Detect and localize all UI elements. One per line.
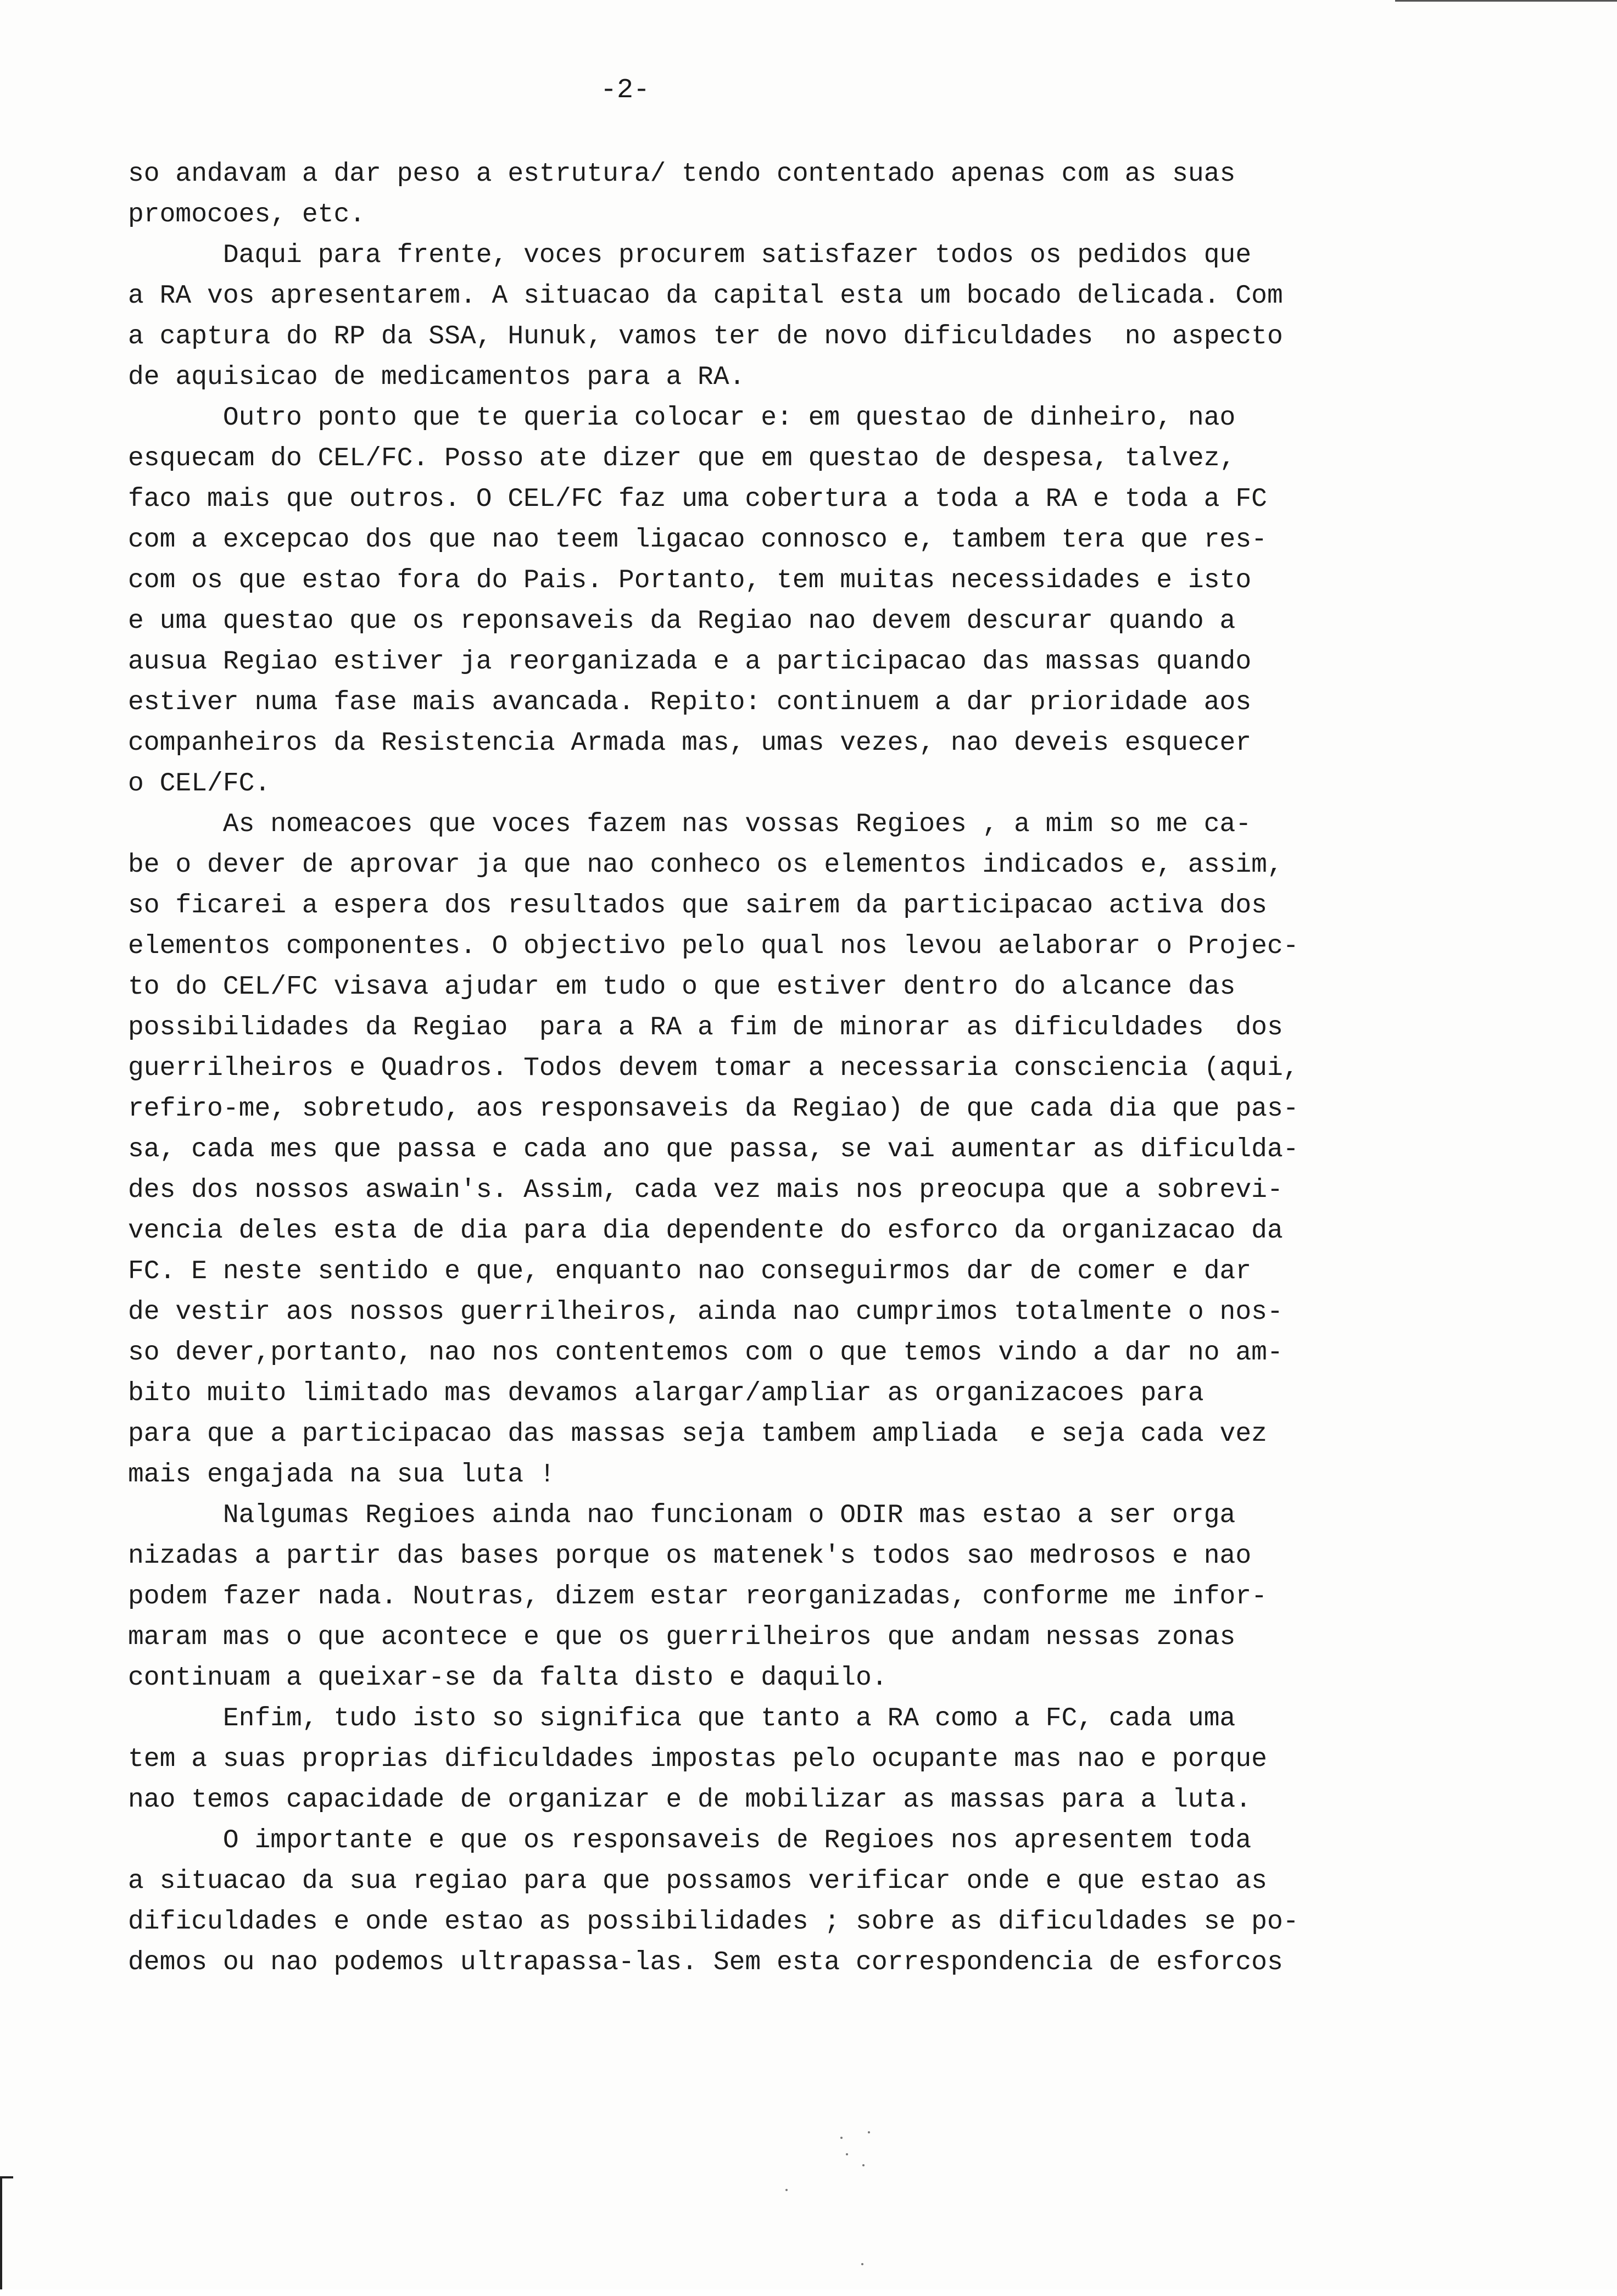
text-line: be o dever de aprovar ja que nao conheco os elementos indicados e, assim, — [128, 850, 1283, 880]
text-line: com os que estao fora do Pais. Portanto, tem muitas necessidades e isto — [128, 566, 1252, 595]
text-line: dificuldades e onde estao as possibilidades ; sobre as dificuldades se po- — [128, 1907, 1299, 1937]
text-line: Enfim, tudo isto so significa que tanto a RA como a FC, cada uma — [128, 1704, 1236, 1734]
text-line: continuam a queixar-se da falta disto e daquilo. — [128, 1663, 888, 1693]
text-line: so ficarei a espera dos resultados que sairem da participacao activa dos — [128, 891, 1267, 921]
text-line: para que a participacao das massas seja tambem ampliada e seja cada vez — [128, 1419, 1267, 1449]
text-line: promocoes, etc. — [128, 200, 366, 230]
text-line: faco mais que outros. O CEL/FC faz uma cobertura a toda a RA e toda a FC — [128, 484, 1267, 514]
top-edge-rule — [1395, 0, 1617, 2]
text-line: so andavam a dar peso a estrutura/ tendo contentado apenas com as suas — [128, 159, 1236, 189]
text-line: de aquisicao de medicamentos para a RA. — [128, 363, 745, 392]
text-line: podem fazer nada. Noutras, dizem estar reorganizadas, conforme me infor- — [128, 1582, 1267, 1612]
text-line: FC. E neste sentido e que, enquanto nao conseguirmos dar de comer e dar — [128, 1257, 1252, 1286]
text-line: Daqui para frente, voces procurem satisfazer todos os pedidos que — [128, 241, 1252, 270]
text-line: o CEL/FC. — [128, 769, 271, 799]
text-line: refiro-me, sobretudo, aos responsaveis da Regiao) de que cada dia que pas- — [128, 1094, 1299, 1124]
text-line: esquecam do CEL/FC. Posso ate dizer que em questao de despesa, talvez, — [128, 444, 1236, 473]
scan-corner-mark — [0, 2176, 13, 2289]
text-line: so dever,portanto, nao nos contentemos com o que temos vindo a dar no am- — [128, 1338, 1283, 1368]
text-line: ausua Regiao estiver ja reorganizada e a participacao das massas quando — [128, 647, 1252, 677]
text-line: bito muito limitado mas devamos alargar/ampliar as organizacoes para — [128, 1379, 1204, 1408]
text-line: des dos nossos aswain's. Assim, cada vez mais nos preocupa que a sobrevi- — [128, 1175, 1283, 1205]
text-line: a captura do RP da SSA, Hunuk, vamos ter de novo dificuldades no aspecto — [128, 322, 1283, 352]
text-line: guerrilheiros e Quadros. Todos devem tomar a necessaria consciencia (aqui, — [128, 1054, 1299, 1083]
page-number: -2- — [600, 75, 650, 106]
text-line: O importante e que os responsaveis de Regioes nos apresentem toda — [128, 1826, 1252, 1855]
scan-specks — [835, 2131, 879, 2296]
text-line: nao temos capacidade de organizar e de mobilizar as massas para a luta. — [128, 1785, 1252, 1815]
typewritten-body — [128, 154, 1336, 1983]
text-line: mais engajada na sua luta ! — [128, 1460, 555, 1490]
text-line: Outro ponto que te queria colocar e: em questao de dinheiro, nao — [128, 403, 1236, 433]
text-line: Nalgumas Regioes ainda nao funcionam o ODIR mas estao a ser orga — [128, 1501, 1236, 1530]
text-line: estiver numa fase mais avancada. Repito: continuem a dar prioridade aos — [128, 688, 1252, 717]
text-line: demos ou nao podemos ultrapassa-las. Sem esta correspondencia de esforcos — [128, 1948, 1283, 1977]
text-line: maram mas o que acontece e que os guerrilheiros que andam nessas zonas — [128, 1623, 1236, 1652]
text-line: to do CEL/FC visava ajudar em tudo o que estiver dentro do alcance das — [128, 972, 1236, 1002]
text-line: a RA vos apresentarem. A situacao da capital esta um bocado delicada. Com — [128, 281, 1283, 311]
text-line: de vestir aos nossos guerrilheiros, ainda nao cumprimos totalmente o nos- — [128, 1297, 1283, 1327]
text-line: elementos componentes. O objectivo pelo qual nos levou aelaborar o Projec- — [128, 932, 1299, 961]
text-line: vencia deles esta de dia para dia dependente do esforco da organizacao da — [128, 1216, 1283, 1246]
text-line: com a excepcao dos que nao teem ligacao connosco e, tambem tera que res- — [128, 525, 1267, 555]
text-line: As nomeacoes que voces fazem nas vossas Regioes , a mim so me ca- — [128, 810, 1252, 839]
text-line: e uma questao que os reponsaveis da Regiao nao devem descurar quando a — [128, 606, 1236, 636]
text-line: sa, cada mes que passa e cada ano que passa, se vai aumentar as dificulda- — [128, 1135, 1299, 1164]
text-line: companheiros da Resistencia Armada mas, umas vezes, nao deveis esquecer — [128, 728, 1252, 758]
text-line: nizadas a partir das bases porque os matenek's todos sao medrosos e nao — [128, 1541, 1252, 1571]
text-line: possibilidades da Regiao para a RA a fim de minorar as dificuldades dos — [128, 1013, 1283, 1043]
text-line: a situacao da sua regiao para que possamos verificar onde e que estao as — [128, 1866, 1267, 1896]
text-line: tem a suas proprias dificuldades impostas pelo ocupante mas nao e porque — [128, 1745, 1267, 1774]
